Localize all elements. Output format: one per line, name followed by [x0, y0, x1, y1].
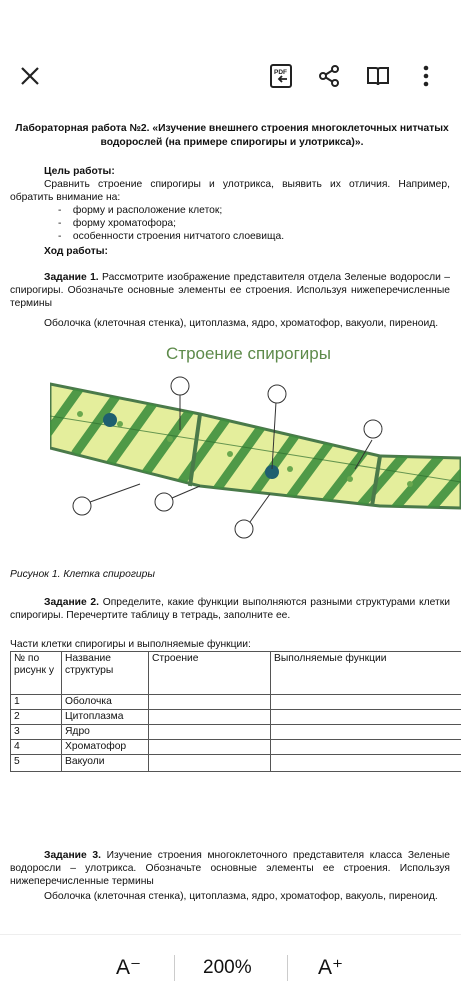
task1-paragraph [10, 271, 450, 310]
task3-label: Задание 3. [44, 850, 101, 861]
divider [174, 955, 175, 981]
table-cell: Хроматофор [62, 740, 149, 755]
table-cell: Оболочка [62, 695, 149, 710]
table-cell: 1 [11, 695, 62, 710]
share-icon[interactable] [313, 60, 345, 92]
close-icon[interactable] [14, 60, 46, 92]
table-cell [271, 740, 461, 755]
table-header-cell: Название структуры [62, 652, 149, 695]
goal-item: - формy и расположение клеток; [58, 204, 222, 217]
goal-heading: Цель работы: [44, 165, 115, 178]
progress-heading: Ход работы: [44, 245, 108, 258]
goal-text: Сравнить строение спирогиры и улотрикса, выявить их отличия. Например, обратить внимание на: [10, 178, 450, 204]
task3-terms: Оболочка (клеточная стенка), цитоплазма, ядро, хроматофор, вакуоль, пиреноид. [10, 890, 450, 903]
table-cell [271, 725, 461, 740]
goal-item-text: особенности строения нитчатого слоевища. [73, 231, 284, 242]
top-toolbar [0, 0, 461, 112]
functions-table [10, 651, 461, 772]
task1-text: Рассмотрите изображение представителя отдела Зеленые водоросли – спирогиры. Обозначьте основные элементы ее строения. Используя нижеперечисленные термины [10, 272, 450, 309]
table-row [11, 710, 461, 725]
table-cell [149, 755, 271, 772]
pdf-export-icon[interactable] [266, 60, 298, 92]
figure-caption: Рисунок 1. Клетка спирогиры [10, 569, 155, 580]
table-cell: 2 [11, 710, 62, 725]
table-cell: 4 [11, 740, 62, 755]
table-cell: 5 [11, 755, 62, 772]
task3-paragraph [10, 849, 450, 888]
book-icon[interactable] [362, 60, 394, 92]
table-cell: Вакуоли [62, 755, 149, 772]
document-title: Лабораторная работа №2. «Изучение внешнего строения многоклеточных нитчатых водорослей (на примере спирогиры и улотрикса)». [14, 122, 450, 150]
spirogyra-illustration [50, 374, 461, 554]
table-cell [271, 695, 461, 710]
table-cell [149, 740, 271, 755]
task3-text: Изучение строения многоклеточного представителя класса Зеленые водоросли – улотрикса. Обозначьте основные элементы ее строения. Используя нижеперечисленные термины [10, 850, 450, 887]
table-row [11, 695, 461, 710]
table-cell [271, 710, 461, 725]
divider [287, 955, 288, 981]
table-title: Части клетки спирогиры и выполняемые функции: [10, 638, 251, 651]
task1-terms: Оболочка (клеточная стенка), цитоплазма, ядро, хроматофор, вакуоли, пиреноид. [10, 317, 450, 330]
more-vertical-icon[interactable] [410, 60, 442, 92]
table-header-cell: Строение [149, 652, 271, 695]
table-cell [149, 695, 271, 710]
table-cell: Цитоплазма [62, 710, 149, 725]
pdf-icon-label: PDF [274, 69, 287, 76]
task2-label: Задание 2. [44, 597, 99, 608]
decrease-font-button[interactable]: A⁻ [116, 955, 141, 980]
increase-font-button[interactable]: A⁺ [318, 955, 343, 980]
document-page [0, 112, 461, 934]
table-row [11, 755, 461, 772]
figure-heading: Строение спирогиры [166, 344, 331, 364]
goal-item: - форму хроматофора; [58, 217, 176, 230]
table-header-cell: Выполняемые функции [271, 652, 461, 695]
table-cell [149, 710, 271, 725]
zoom-bar [0, 934, 461, 1001]
table-cell: 3 [11, 725, 62, 740]
goal-item-text: формy и расположение клеток; [73, 205, 222, 216]
table-header-cell: № по рисунк у [11, 652, 62, 695]
table-cell [149, 725, 271, 740]
task2-text: Определите, какие функции выполняются разными структурами клетки спирогиры. Перечертите таблицу в тетрадь, заполните ее. [10, 597, 450, 621]
table-header-row [11, 652, 461, 695]
table-row [11, 740, 461, 755]
table-cell: Ядро [62, 725, 149, 740]
task1-label: Задание 1. [44, 272, 99, 283]
zoom-level[interactable]: 200% [203, 957, 252, 979]
table-cell [271, 755, 461, 772]
goal-item: - особенности строения нитчатого слоевища. [58, 230, 284, 243]
table-row [11, 725, 461, 740]
task2-paragraph [10, 596, 450, 622]
goal-item-text: форму хроматофора; [73, 218, 176, 229]
